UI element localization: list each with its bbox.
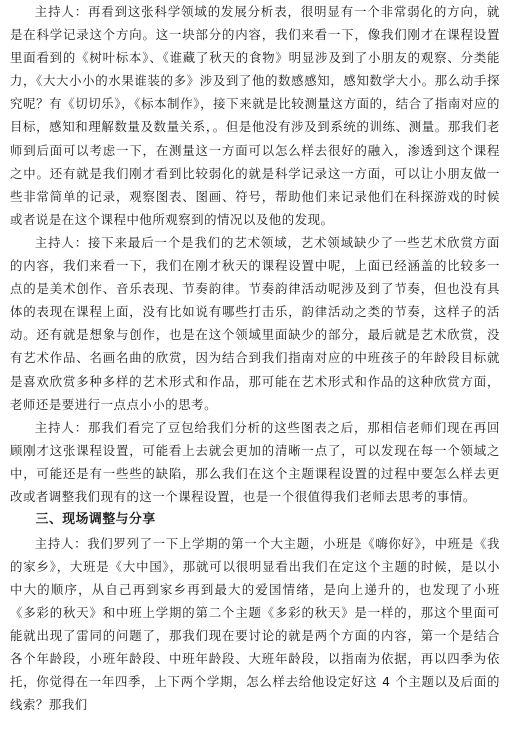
paragraph-art-analysis: 主持人：接下来最后一个是我们的艺术领域，艺术领域缺少了一些艺术欣赏方面的内容，我们来看一下，我们在刚才秋天的课程设置中呢，上面已经涵盖的比较多一点的是美术创作、音乐表现、节奏韵律。节奏韵律活动呢涉及到了节奏，但也没有具体的表现在课程上面，没有比如说有哪些打击乐，韵律活动之类的节奏，这样子的活动。还有就是想象与创作，也是在这个领域里面缺少的部分，最后就是艺术欣赏，没有艺术作品、名画名曲的欣赏，因为结合到我们指南对应的中班孩子的年龄段目标就是喜欢欣赏多种多样的艺术形式和作品，那可能在艺术形式和作品的这种欣赏方面，老师还是要进行一点点小小的思考。 (10, 234, 500, 412)
paragraph-science-analysis: 主持人：再看到这张科学领域的发展分析表，很明显有一个非常弱化的方向，就是在科学记录这个方向。这一块部分的内容，我们来看一下，像我们刚才在课程设置里面看到的《树叶标本》、《谁藏了秋天的食物》明显涉及到了小朋友的观察、分类能力，《大大小小的水果谁装的多》涉及到了他的数感感知，感知数学大小。那么动手探究呢？有《切切乐》，《标本制作》，接下来就是比较测量这方面的，结合了指南对应的目标，感知和理解数量及数量关系，。但是他没有涉及到系统的训练、测量。那我们老师到后面可以考虑一下，在测量这一方面可以怎么样去很好的融入，渗透到这个课程之中。还有就是我们刚才看到比较弱化的就是科学记录这一方面，可以让小朋友做一些非常简单的记录，观察图表、图画、符号，帮助他们来记录他们在科探游戏的时候或者说是在这个课程中他所观察到的情况以及他的发现。 (10, 4, 500, 227)
section-heading: 三、现场调整与分享 (35, 512, 156, 528)
paragraph-onsite-adjustment: 主持人：我们罗列了一下上学期的第一个大主题，小班是《嗨你好》，中班是《我的家乡》，大班是《大中国》，那就可以很明显看出我们在定这个主题的时候，是以小中大的顺序，从自己再到家乡再到最大的爱国情绪，是向上递升的，也发现了小班《多彩的秋天》和中班上学期的第二个主题《多彩的秋天》是一样的，那这个里面可能就出现了雷同的问题了，那我们现在要讨论的就是两个方面的内容，第一个是结合各个年龄段，小班年龄段、中班年龄段、大班年龄段，以指南为依据，再以四季为依托，你觉得在一年四季，上下两个学期，怎么样去给他设定好这 4 个主题以及后面的线索？那我们 (10, 535, 500, 713)
paragraph-review-summary: 主持人：那我们看完了豆包给我们分析的这些图表之后，那相信老师们现在再回顾刚才这张课程设置，可能看上去就会更加的清晰一点了，可以发现在每一个领域之中，可能还是有一些些的缺陷，那么我们在这个主题课程设置的过程中要怎么样去更改或者调整我们现有的这一个课程设置，也是一个很值得我们老师去思考的事情。 (10, 419, 500, 504)
document-page (10, 0, 500, 754)
